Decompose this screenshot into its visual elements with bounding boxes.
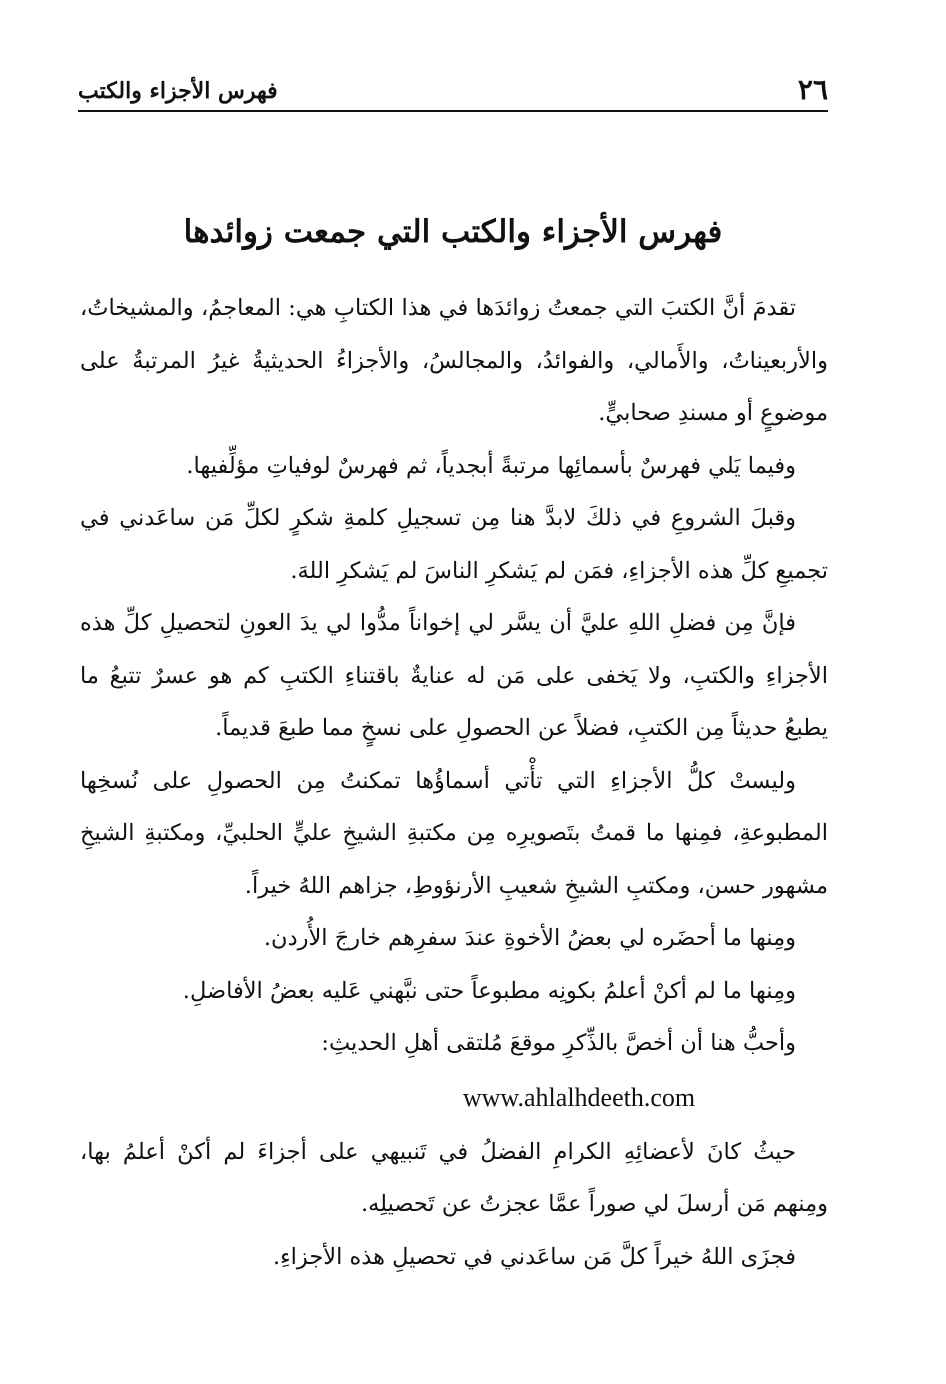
running-title: فهرس الأجزاء والكتب xyxy=(78,78,278,104)
paragraph-sources: وليستْ كلُّ الأجزاءِ التي تأْتي أسماؤُها تمكنتُ مِن الحصولِ على نُسخِها المطبوعةِ، فمِنها ما قمتُ بتَصويرِه مِن مكتبةِ الشيخِ عليٍّ الحلبيِّ، ومكتبةِ الشيخِ مشهور حسن، ومكتبِ الشيخِ شعيبِ الأرنؤوطِ، جزاهم اللهُ خيراً. xyxy=(80,767,828,899)
paragraph-closing: فجزَى اللهُ خيراً كلَّ مَن ساعَدني في تحصيلِ هذه الأجزاءِ. xyxy=(272,1243,796,1270)
paragraph-thanks: وقبلَ الشروعِ في ذلكَ لابدَّ هنا مِن تسجيلِ كلمةِ شكرٍ لكلِّ مَن ساعَدني في تجميعِ كلِّ هذه الأجزاءِ، فمَن لم يَشكرِ الناسَ لم يَشكرِ اللهَ. xyxy=(80,505,828,584)
paragraph-travel: ومِنها ما أحضَره لي بعضُ الأخوةِ عندَ سفرِهم خارجَ الأُردن. xyxy=(263,925,796,951)
paragraph-intro: تقدمَ أنَّ الكتبَ التي جمعتُ زوائدَها في هذا الكتابِ هي: المعاجمُ، والمشيخاتُ، والأربعيناتُ، والأَمالي، والفوائدُ، والمجالسُ، والأجزاءُ الحديثيةُ غيرُ المرتبةُ على موضوعٍ أو مسندِ صحابيٍّ. xyxy=(80,295,828,426)
forum-url: www.ahlalhdeeth.com xyxy=(462,1082,696,1112)
page-number: ٢٦ xyxy=(797,73,828,106)
paragraph-members: حيثُ كانَ لأعضائِهِ الكرامِ الفضلُ في تَنبيهي على أجزاءَ لم أكنْ أعلمُ بها، ومِنهم مَن أرسلَ لي صوراً عمَّا عجزتُ عن تَحصيلِه. xyxy=(80,1138,828,1217)
running-header xyxy=(78,72,828,112)
paragraph-index-note: وفيما يَلي فهرسٌ بأسمائِها مرتبةً أبجدياً، ثم فهرسٌ لوفياتِ مؤلِّفيها. xyxy=(186,452,796,479)
body-text xyxy=(80,282,828,1283)
section-heading: فهرس الأجزاء والكتب التي جمعت زوائدها xyxy=(183,214,723,250)
paragraph-forum: وأحبُّ هنا أن أخصَّ بالذِّكرِ موقعَ مُلتقى أهلِ الحديثِ: xyxy=(321,1030,796,1056)
paragraph-notified: ومِنها ما لم أكنْ أعلمُ بكونِه مطبوعاً حتى نبَّهني عَليه بعضُ الأفاضلِ. xyxy=(182,977,796,1004)
paragraph-brothers: فإنَّ مِن فضلِ اللهِ عليَّ أن يسَّر لي إخواناً مدُّوا لي يدَ العونِ لتحصيلِ كلِّ هذه الأجزاءِ والكتبِ، ولا يَخفى على مَن له عنايةٌ باقتناءِ الكتبِ كم هو عسرٌ تتبعُ ما يطبعُ حديثاً مِن الكتبِ، فضلاً عن الحصولِ على نسخٍ مما طبعَ قديماً. xyxy=(80,610,828,741)
